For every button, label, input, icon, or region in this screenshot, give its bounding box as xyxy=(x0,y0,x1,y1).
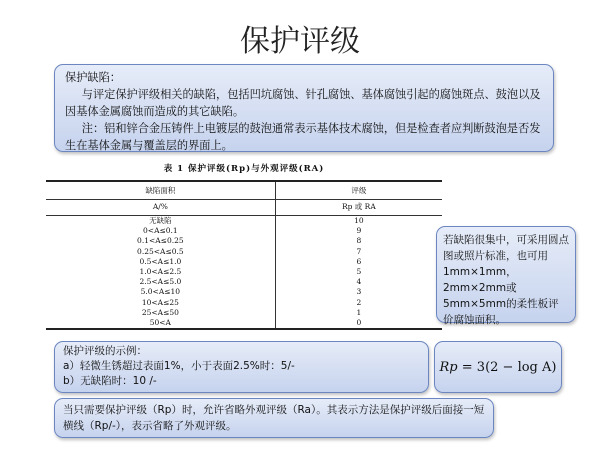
rating-cell: 6 xyxy=(356,256,362,266)
example-item-b: b）无缺陷时：10 /- xyxy=(63,375,157,387)
table-row xyxy=(46,257,442,267)
formula-rhs: = 3(2 − log A) xyxy=(461,359,557,375)
rating-cell: 9 xyxy=(356,226,362,236)
rating-cell: 10 xyxy=(354,216,364,225)
rating-table-section xyxy=(46,162,442,330)
table-row xyxy=(46,236,442,246)
example-heading: 保护评级的示例： xyxy=(63,345,147,357)
omission-note-box xyxy=(54,398,494,438)
table-row xyxy=(46,216,442,227)
rating-cell: 2 xyxy=(356,297,362,307)
defect-area-cell: 5.0<A≤10 xyxy=(46,287,275,297)
defect-area-cell: 0.5<A≤1.0 xyxy=(46,257,275,267)
table-row xyxy=(46,308,442,318)
rating-cell: 7 xyxy=(356,246,362,256)
header-rating-symbols: Rp 或 RA xyxy=(275,200,442,216)
defects-paragraph: 与评定保护评级相关的缺陷，包括凹坑腐蚀、针孔腐蚀、基体腐蚀引起的腐蚀斑点、鼓泡以及因基体金属腐蚀而造成的其它缺陷。 xyxy=(65,88,541,118)
defects-heading: 保护缺陷： xyxy=(65,71,121,84)
header-area-unit: A/% xyxy=(46,200,275,216)
example-box xyxy=(54,341,429,393)
defect-area-cell: 0.25<A≤0.5 xyxy=(46,247,275,257)
table-row xyxy=(46,298,442,308)
rating-cell: 5 xyxy=(356,267,362,277)
defects-box xyxy=(54,64,554,152)
rating-cell: 4 xyxy=(356,277,362,287)
defect-area-cell: 25<A≤50 xyxy=(46,308,275,318)
defects-note: 注：铝和锌合金压铸件上电镀层的鼓泡通常表示基体技术腐蚀，但是检查者应判断鼓泡是否发生在基体金属与覆盖层的界面上。 xyxy=(65,122,541,152)
table-row xyxy=(46,318,442,329)
rating-cell: 1 xyxy=(356,307,362,317)
table-row xyxy=(46,247,442,257)
formula-lhs: Rp xyxy=(439,359,458,375)
header-rating: 评级 xyxy=(275,181,442,200)
defect-area-cell: 1.0<A≤2.5 xyxy=(46,267,275,277)
rating-cell: 8 xyxy=(356,236,362,246)
omission-note-text: 当只需要保护评级（Rp）时，允许省略外观评级（Ra）。其表示方法是保护评级后面接一短横线（Rp/-），表示省略了外观评级。 xyxy=(63,404,485,432)
table-row xyxy=(46,287,442,297)
table-caption: 表 1 保护评级(Rp)与外观评级(RA) xyxy=(163,164,325,174)
example-item-a: a）轻微生锈超过表面1%，小于表面2.5%时：5/- xyxy=(63,360,295,372)
defect-area-cell: 10<A≤25 xyxy=(46,298,275,308)
page-title: 保护评级 xyxy=(240,24,360,59)
table-body xyxy=(46,216,442,330)
formula-box xyxy=(434,341,562,393)
rating-cell: 0 xyxy=(275,318,442,329)
defect-area-cell: 2.5<A≤5.0 xyxy=(46,277,275,287)
table-row xyxy=(46,226,442,236)
rating-cell: 3 xyxy=(356,287,362,297)
defect-area-cell: 0.1<A≤0.25 xyxy=(46,236,275,246)
table-row xyxy=(46,277,442,287)
rating-table xyxy=(46,180,442,330)
defect-area-cell: 0<A≤0.1 xyxy=(46,226,275,236)
defect-area-cell: 无缺陷 xyxy=(46,216,275,227)
table-row xyxy=(46,267,442,277)
defect-area-cell: 50<A xyxy=(46,318,275,329)
area-method-note-box xyxy=(436,226,576,326)
header-defect-area: 缺陷面积 xyxy=(46,181,275,200)
area-method-note-text: 若缺陷很集中，可采用圆点图或照片标准，也可用1mm×1mm，2mm×2mm或5mm×5mm的柔性板评价腐蚀面积。 xyxy=(443,234,569,326)
